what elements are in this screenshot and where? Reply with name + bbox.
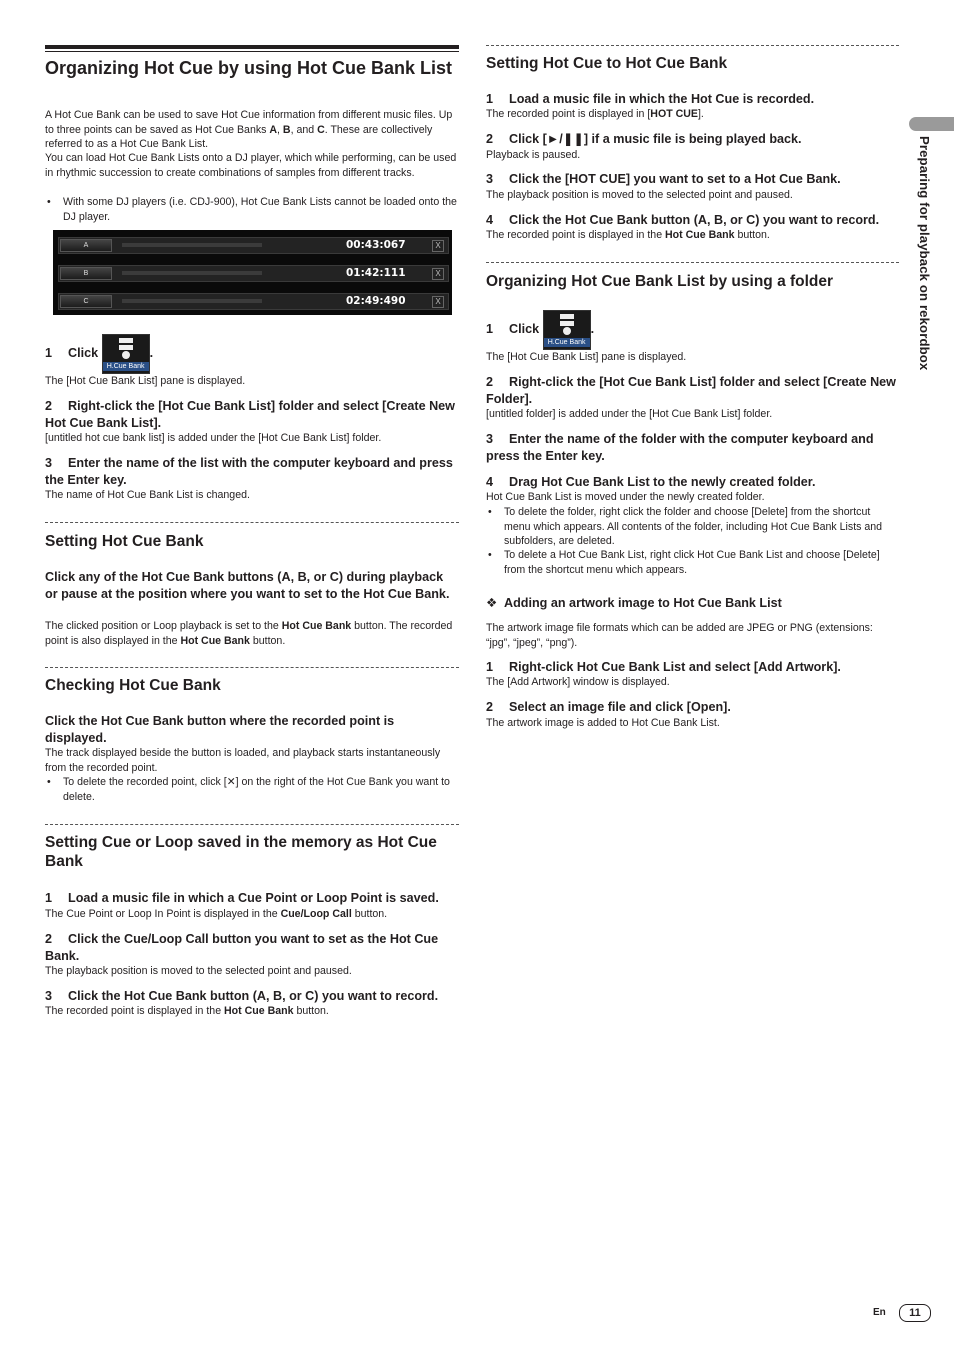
chapter-label-text: Preparing for playback on rekordbox xyxy=(917,136,932,371)
step-text: Enter the name of the list with the computer keyboard and press the Enter key. xyxy=(45,456,453,487)
set-step-3 xyxy=(486,171,899,188)
section-heading: Setting Cue or Loop saved in the memory as Hot Cue Bank xyxy=(45,834,437,870)
step-text: Load a music file in which the Hot Cue is recorded. xyxy=(509,92,815,106)
step-number: 4 xyxy=(486,213,494,227)
step-number: 2 xyxy=(486,700,494,714)
step-desc: The artwork image is added to Hot Cue Bank List. xyxy=(486,717,720,729)
bank-time: 01:42:111 xyxy=(346,267,406,279)
bank-button-b[interactable]: B xyxy=(60,267,112,280)
step-desc: The [Add Artwork] window is displayed. xyxy=(486,676,670,688)
step-desc: The playback position is moved to the selected point and paused. xyxy=(45,965,352,977)
step-text: Click the Cue/Loop Call button you want to set as the Hot Cue Bank. xyxy=(45,932,439,963)
step-desc: Playback is paused. xyxy=(486,149,581,161)
step-suffix: . xyxy=(590,322,595,336)
artwork-heading-text: Adding an artwork image to Hot Cue Bank List xyxy=(504,596,782,610)
setting-step: Click any of the Hot Cue Bank buttons (A, B, or C) during playback or pause at the position where you want to set to the Hot Cue Bank. xyxy=(45,570,450,601)
checking-bullet: • To delete the recorded point, click [✕] on the right of the Hot Cue Bank you want to delete. xyxy=(45,775,459,804)
icon-label: H.Cue Bank xyxy=(103,362,149,371)
artwork-desc: The artwork image file formats which can be added are JPEG or PNG (extensions: “jpg”, “jpeg”, “png”). xyxy=(486,622,873,649)
chapter-tab xyxy=(909,117,954,131)
set-step-4 xyxy=(486,212,899,229)
stack-icon xyxy=(558,314,576,336)
divider xyxy=(45,667,459,668)
section-heading: Organizing Hot Cue Bank List by using a folder xyxy=(486,273,834,290)
divider xyxy=(486,45,899,46)
intro-paragraph: A Hot Cue Bank can be used to save Hot Cue information from different music files. Up to three points can be saved as Hot Cue Banks A, B, and C. These are collectively referred to as a Hot Cue Bank List. xyxy=(45,109,453,150)
step-text: Load a music file in which a Cue Point or Loop Point is saved. xyxy=(68,891,439,905)
language-label: En xyxy=(873,1307,886,1318)
step-number: 3 xyxy=(45,456,53,470)
icon-label: H.Cue Bank xyxy=(544,338,590,347)
step-2 xyxy=(45,398,459,431)
step-number: 3 xyxy=(45,989,53,1003)
step-text: Click the [HOT CUE] you want to set to a Hot Cue Bank. xyxy=(509,172,841,186)
step-desc: The [Hot Cue Bank List] pane is displayed. xyxy=(45,375,246,387)
step-text: Click xyxy=(68,346,99,360)
artwork-step-2 xyxy=(486,699,899,716)
intro-bullet: • With some DJ players (i.e. CDJ-900), Hot Cue Bank Lists cannot be loaded onto the DJ player. xyxy=(45,195,459,224)
page-number: 11 xyxy=(899,1304,931,1322)
bank-button-a[interactable]: A xyxy=(60,239,112,252)
folder-step-2 xyxy=(486,374,899,407)
folder-bullet-2: • To delete a Hot Cue Bank List, right click Hot Cue Bank List and choose [Delete] from the shortcut menu which appears. xyxy=(486,548,899,577)
step-desc: The Cue Point or Loop In Point is displayed in the Cue/Loop Call button. xyxy=(45,908,388,920)
diamond-icon: ❖ xyxy=(486,596,498,610)
close-icon[interactable]: X xyxy=(432,268,444,280)
memory-step-2 xyxy=(45,931,459,964)
bank-row-c[interactable] xyxy=(58,293,449,310)
step-desc: The recorded point is displayed in the Hot Cue Bank button. xyxy=(45,1005,329,1017)
intro-paragraph-2: You can load Hot Cue Bank Lists onto a DJ player, which while performing, can be used in rhythmic succession to create combinations of samples from different tracks. xyxy=(45,152,457,179)
step-text: Click [►/❚❚] if a music file is being played back. xyxy=(509,132,802,146)
folder-step-3 xyxy=(486,431,899,464)
step-desc: The name of Hot Cue Bank List is changed. xyxy=(45,489,250,501)
folder-bullet-1: • To delete the folder, right click the folder and choose [Delete] from the shortcut menu which appears. All contents of the folder, including Hot Cue Bank Lists and subfolders, are deleted. xyxy=(486,505,899,549)
hot-cue-bank-icon[interactable] xyxy=(543,310,591,350)
close-icon[interactable]: X xyxy=(432,296,444,308)
step-desc: The playback position is moved to the selected point and paused. xyxy=(486,189,793,201)
heading-rule-thin xyxy=(45,51,459,52)
step-text: Click xyxy=(509,322,540,336)
divider xyxy=(45,522,459,523)
hot-cue-bank-icon[interactable] xyxy=(102,334,150,374)
step-text: Right-click the [Hot Cue Bank List] folder and select [Create New Folder]. xyxy=(486,375,896,406)
step-number: 2 xyxy=(486,132,494,146)
bank-button-c[interactable]: C xyxy=(60,295,112,308)
step-number: 2 xyxy=(45,399,53,413)
step-text: Select an image file and click [Open]. xyxy=(509,700,731,714)
section-heading: Setting Hot Cue Bank xyxy=(45,533,204,550)
bank-row-a[interactable] xyxy=(58,237,449,254)
step-number: 2 xyxy=(486,375,494,389)
track-info xyxy=(122,299,262,303)
step-number: 3 xyxy=(486,432,494,446)
step-text: Right-click Hot Cue Bank List and select [Add Artwork]. xyxy=(509,660,841,674)
section-title: Organizing Hot Cue by using Hot Cue Bank List xyxy=(45,58,453,78)
checking-desc: The track displayed beside the button is loaded, and playback starts instantaneously from the recorded point. xyxy=(45,747,441,774)
step-number: 1 xyxy=(45,891,53,905)
step-desc: The [Hot Cue Bank List] pane is displayed. xyxy=(486,351,687,363)
step-desc: The recorded point is displayed in the Hot Cue Bank button. xyxy=(486,229,770,241)
step-desc: [untitled folder] is added under the [Hot Cue Bank List] folder. xyxy=(486,408,773,420)
artwork-step-1 xyxy=(486,659,899,676)
step-text: Right-click the [Hot Cue Bank List] folder and select [Create New Hot Cue Bank List]. xyxy=(45,399,455,430)
step-3 xyxy=(45,455,459,488)
step-number: 1 xyxy=(486,322,494,336)
set-step-1 xyxy=(486,91,899,108)
step-number: 1 xyxy=(45,346,53,360)
step-text: Click the Hot Cue Bank button (A, B, or C) you want to record. xyxy=(68,989,439,1003)
step-text: Drag Hot Cue Bank List to the newly created folder. xyxy=(509,475,816,489)
setting-desc: The clicked position or Loop playback is set to the Hot Cue Bank button. The recorded point is also displayed in the Hot Cue Bank button. xyxy=(45,620,453,647)
step-desc: [untitled hot cue bank list] is added under the [Hot Cue Bank List] folder. xyxy=(45,432,382,444)
divider xyxy=(486,262,899,263)
heading-rule xyxy=(45,45,459,49)
step-number: 1 xyxy=(486,660,494,674)
set-step-2 xyxy=(486,131,899,148)
track-info xyxy=(122,271,262,275)
step-desc: The recorded point is displayed in [HOT CUE]. xyxy=(486,108,704,120)
step-text: Click the Hot Cue Bank button (A, B, or C) you want to record. xyxy=(509,213,880,227)
bank-time: 00:43:067 xyxy=(346,239,406,251)
step-suffix: . xyxy=(149,346,154,360)
folder-step-1 xyxy=(486,308,899,350)
memory-step-1 xyxy=(45,890,459,907)
memory-step-3 xyxy=(45,988,459,1005)
bank-row-b[interactable] xyxy=(58,265,449,282)
section-heading: Setting Hot Cue to Hot Cue Bank xyxy=(486,55,728,72)
artwork-heading xyxy=(486,595,899,612)
section-heading: Checking Hot Cue Bank xyxy=(45,677,221,694)
folder-step-4 xyxy=(486,474,899,491)
step-number: 4 xyxy=(486,475,494,489)
bank-time: 02:49:490 xyxy=(346,295,406,307)
divider xyxy=(45,824,459,825)
hot-cue-bank-panel xyxy=(53,230,452,315)
chapter-label xyxy=(914,136,934,396)
step-number: 2 xyxy=(45,932,53,946)
checking-step: Click the Hot Cue Bank button where the recorded point is displayed. xyxy=(45,714,395,745)
step-text: Enter the name of the folder with the computer keyboard and press the Enter key. xyxy=(486,432,874,463)
stack-icon xyxy=(117,338,135,360)
close-icon[interactable]: X xyxy=(432,240,444,252)
step-desc: Hot Cue Bank List is moved under the newly created folder. xyxy=(486,491,765,503)
track-info xyxy=(122,243,262,247)
step-number: 1 xyxy=(486,92,494,106)
step-number: 3 xyxy=(486,172,494,186)
step-1 xyxy=(45,332,459,374)
